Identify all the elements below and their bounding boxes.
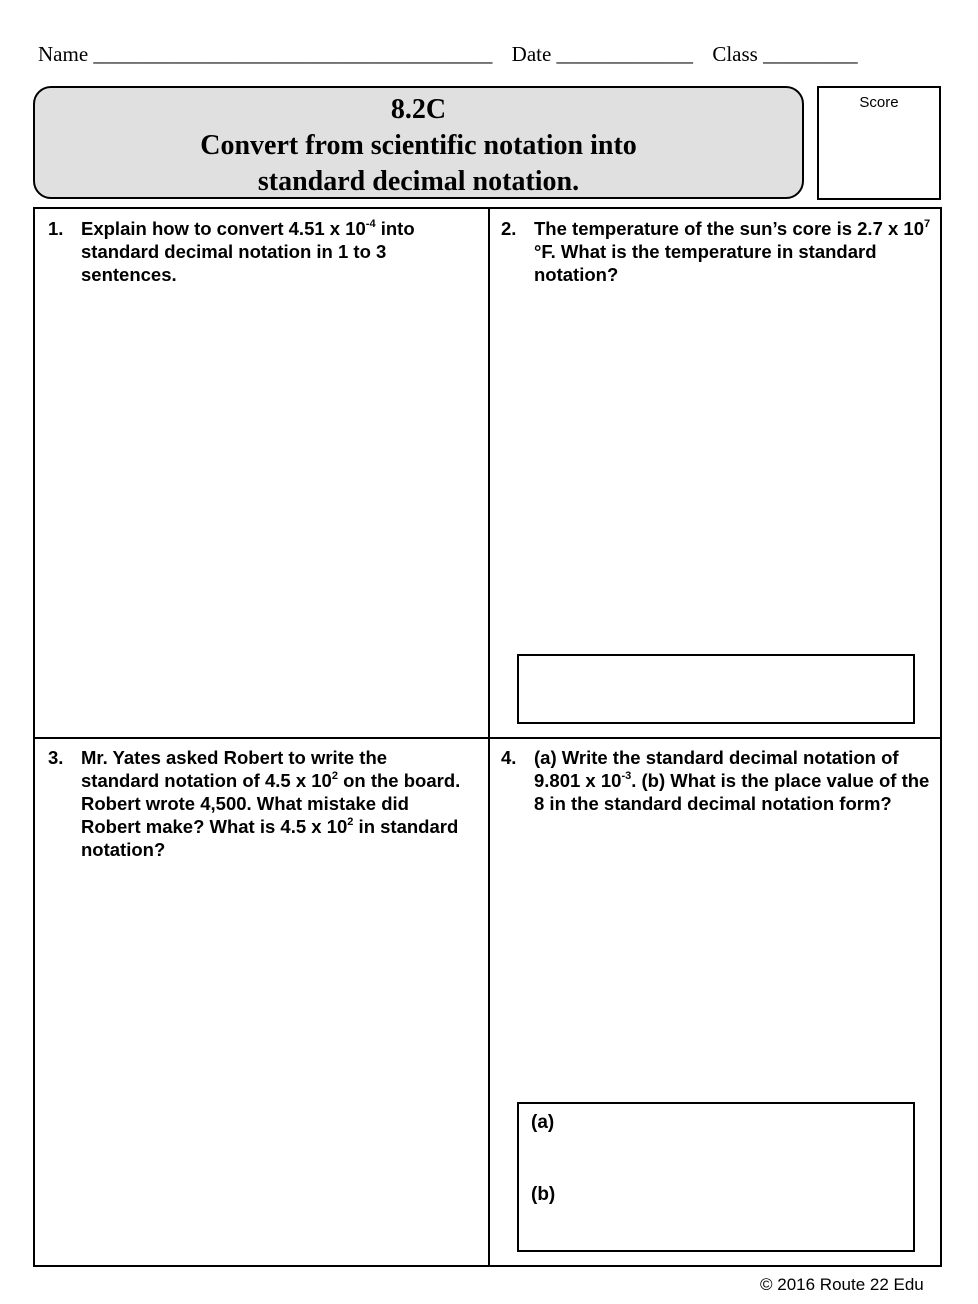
copyright-footer: © 2016 Route 22 Edu [760,1275,924,1294]
title-line-1: Convert from scientific notation into [200,130,637,161]
question-grid [33,207,942,1267]
title-banner [33,86,804,199]
score-box[interactable] [817,86,941,200]
question-text: (a) Write the standard decimal notation of 9.801 x $10^{-3}$. (b) What is the place value of the 8 in the standard decimal notation form? [534,747,930,814]
class-field[interactable]: Class _________ [712,42,858,66]
question-text: Explain how to convert 4.51 x $10^{-4}$ into standard decimal notation in 1 to 3 sentences. [81,217,415,285]
question-number: 3. [48,747,64,768]
title-line-2: standard decimal notation. [257,166,580,197]
standard-code: 8.2C [390,94,447,125]
student-info-line [38,42,918,67]
question-number: 1. [48,218,64,239]
answer-box-2[interactable] [517,654,915,724]
question-number: 4. [501,747,517,768]
question-text: Mr. Yates asked Robert to write the standard notation of 4.5 x $10^2$ on the board. Robert wrote 4,500. What mistake did Robert make? What is 4.5 x $10^2$ in standard notation? [81,747,461,860]
answer-label-a: (a) [531,1112,555,1133]
question-number: 2. [501,218,517,239]
name-field[interactable]: Name ______________________________________ [38,42,493,66]
question-text: The temperature of the sun’s core is 2.7 x $10^7$ °F. What is the temperature in standard notation? [534,217,931,285]
score-label: Score [859,94,899,111]
date-field[interactable]: Date _____________ [511,42,694,66]
answer-label-b: (b) [531,1184,556,1205]
grid-divider-horizontal [35,737,940,739]
answer-box-4[interactable] [517,1102,915,1252]
